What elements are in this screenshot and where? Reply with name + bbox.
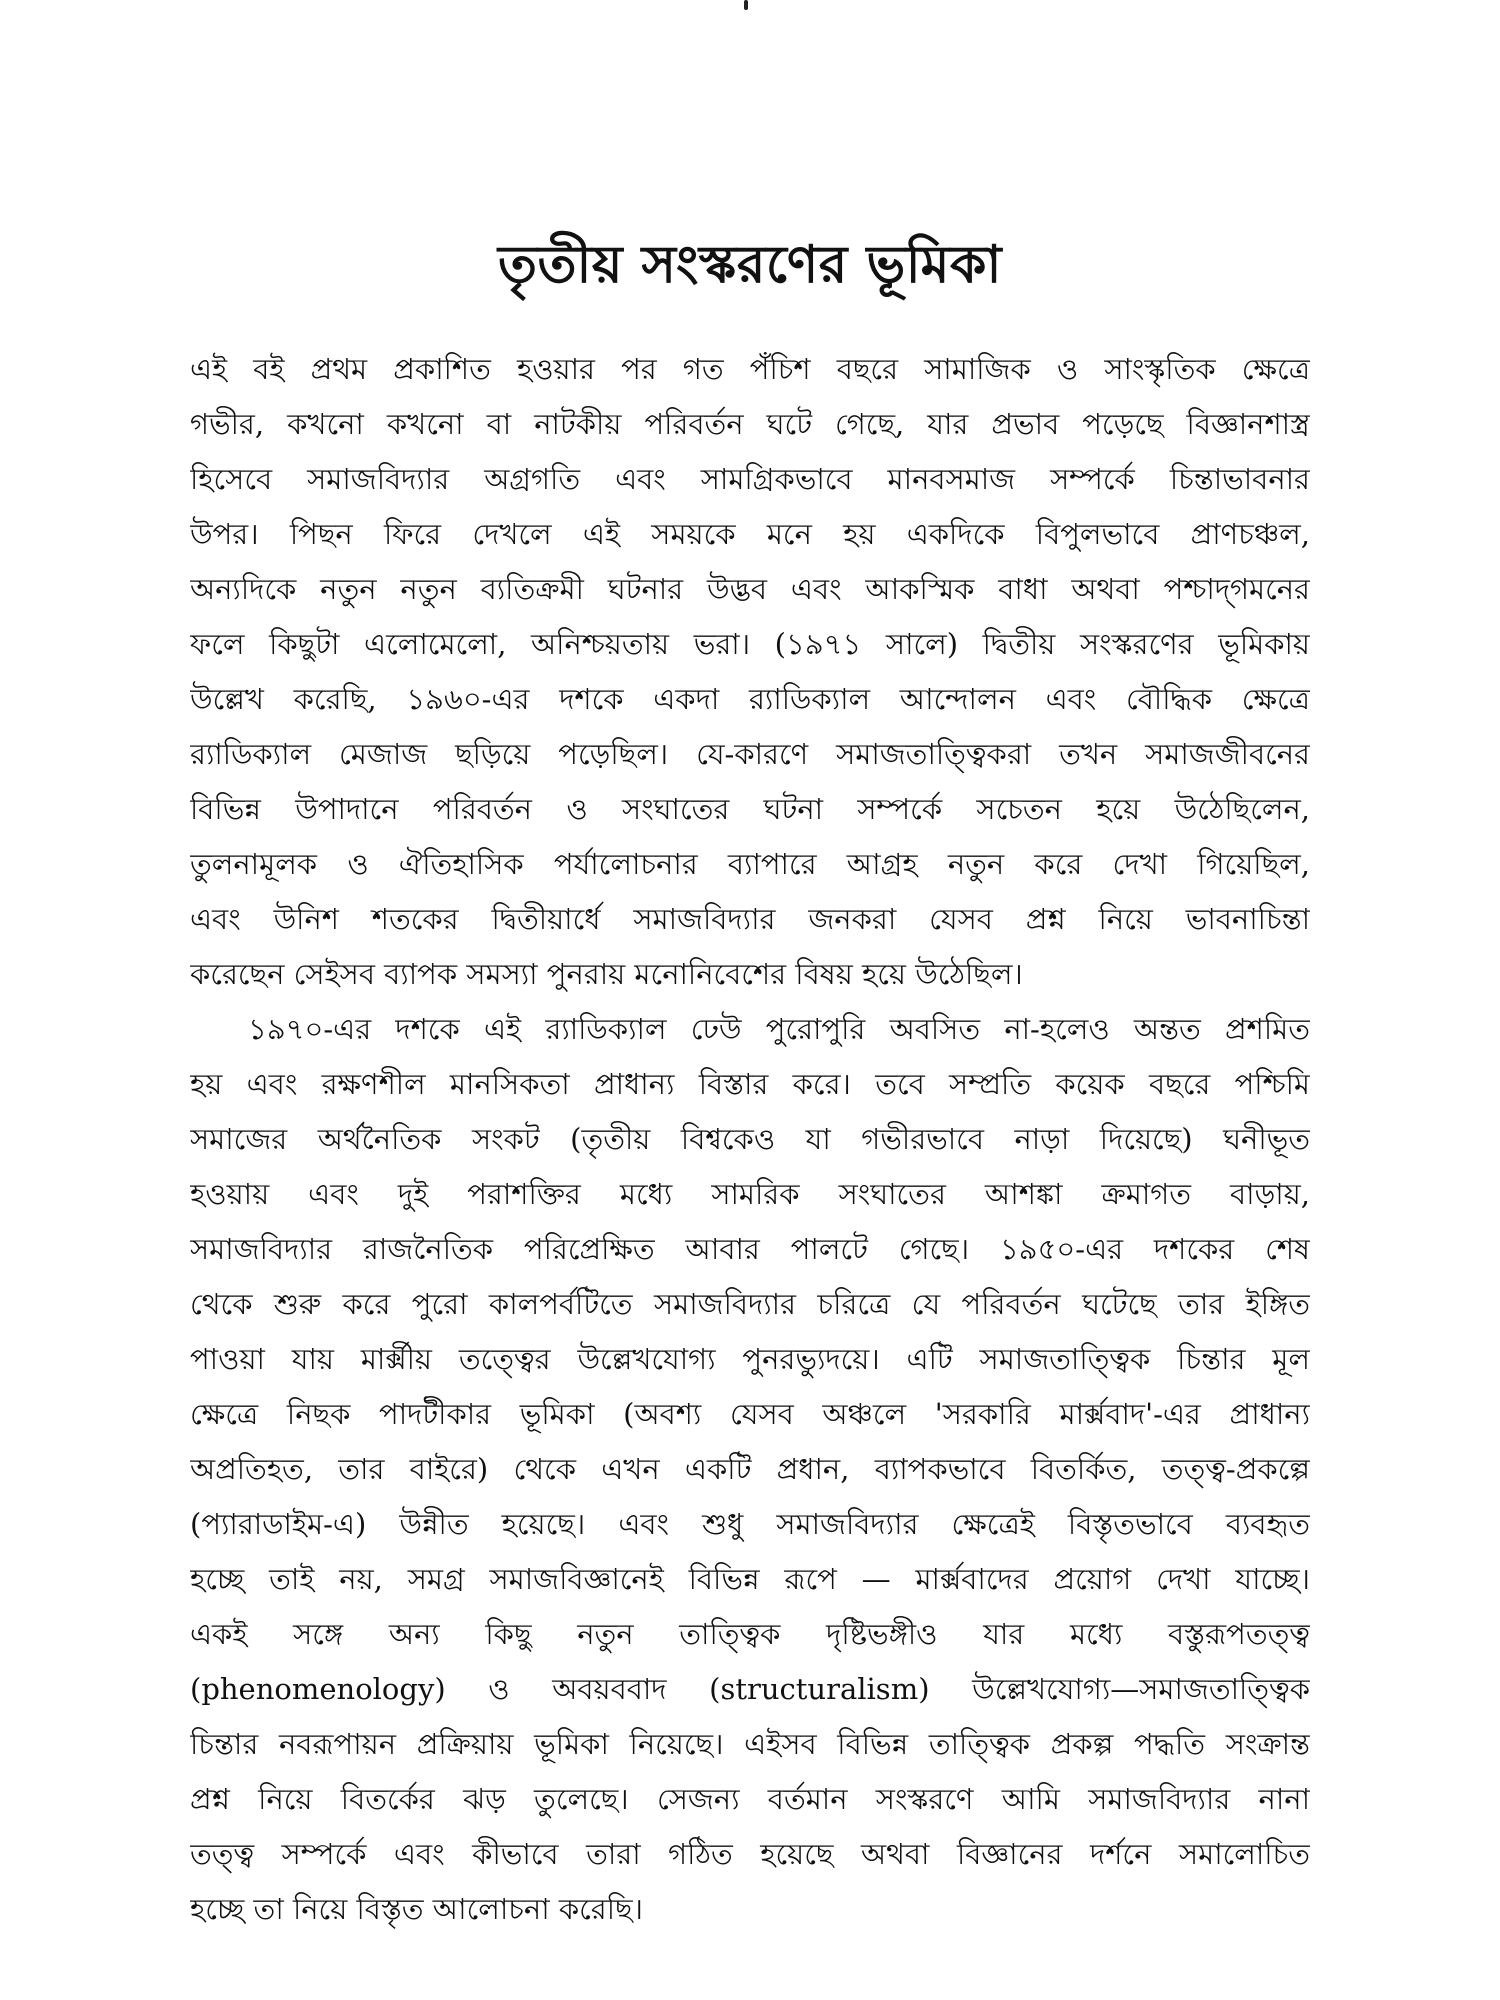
text-line: তত্ত্ব সম্পর্কে এবং কীভাবে তারা গঠিত হয়েছে অথবা বিজ্ঞানের দর্শনে সমালোচিত	[190, 1837, 1310, 1871]
paragraph-2	[190, 1002, 1310, 1937]
text-line: উল্লেখ করেছি, ১৯৬০-এর দশকে একদা র‍্যাডিক্যাল আন্দোলন এবং বৌদ্ধিক ক্ষেত্রে	[190, 682, 1310, 716]
text-line: চিন্তার নবরূপায়ন প্রক্রিয়ায় ভূমিকা নিয়েছে। এইসব বিভিন্ন তাত্ত্বিক প্রকল্প পদ্ধতি সংক্রান্ত	[190, 1727, 1310, 1761]
paragraph-1	[190, 342, 1310, 1002]
text-line: হওয়ায় এবং দুই পরাশক্তির মধ্যে সামরিক সংঘাতের আশঙ্কা ক্রমাগত বাড়ায়,	[190, 1177, 1310, 1211]
text-line: ক্ষেত্রে নিছক পাদটীকার ভূমিকা (অবশ্য যেসব অঞ্চলে 'সরকারি মার্ক্সবাদ'-এর প্রাধান্য	[190, 1397, 1310, 1431]
text-line: প্রশ্ন নিয়ে বিতর্কের ঝড় তুলেছে। সেজন্য বর্তমান সংস্করণে আমি সমাজবিদ্যার নানা	[190, 1782, 1310, 1816]
text-line: অন্যদিকে নতুন নতুন ব্যতিক্রমী ঘটনার উদ্ভব এবং আকস্মিক বাধা অথবা পশ্চাদ্‌গমনের	[190, 572, 1310, 606]
text-line: উপর। পিছন ফিরে দেখলে এই সময়কে মনে হয় একদিকে বিপুলভাবে প্রাণচঞ্চল,	[190, 517, 1310, 551]
page-title: তৃতীয় সংস্করণের ভূমিকা	[498, 233, 1002, 295]
text-line: করেছেন সেইসব ব্যাপক সমস্যা পুনরায় মনোনিবেশের বিষয় হয়ে উঠেছিল।	[190, 957, 1023, 991]
text-line: এবং উনিশ শতকের দ্বিতীয়ার্ধে সমাজবিদ্যার জনকরা যেসব প্রশ্ন নিয়ে ভাবনাচিন্তা	[190, 902, 1310, 936]
text-line: এই বই প্রথম প্রকাশিত হওয়ার পর গত পঁচিশ বছরে সামাজিক ও সাংস্কৃতিক ক্ষেত্রে	[190, 352, 1310, 386]
text-line: তুলনামূলক ও ঐতিহাসিক পর্যালোচনার ব্যাপারে আগ্রহ নতুন করে দেখা গিয়েছিল,	[190, 847, 1310, 881]
text-line: (প্যারাডাইম-এ) উন্নীত হয়েছে। এবং শুধু সমাজবিদ্যার ক্ষেত্রেই বিস্তৃতভাবে ব্যবহৃত	[190, 1507, 1310, 1541]
text-line: ফলে কিছুটা এলোমেলো, অনিশ্চয়তায় ভরা। (১৯৭১ সালে) দ্বিতীয় সংস্করণের ভূমিকায়	[190, 627, 1310, 661]
text-line: সমাজের অর্থনৈতিক সংকট (তৃতীয় বিশ্বকেও যা গভীরভাবে নাড়া দিয়েছে) ঘনীভূত	[190, 1122, 1310, 1156]
text-line: অপ্রতিহত, তার বাইরে) থেকে এখন একটি প্রধান, ব্যাপকভাবে বিতর্কিত, তত্ত্ব-প্রকল্পে	[190, 1452, 1310, 1486]
page-body	[190, 342, 1310, 1937]
text-line: হিসেবে সমাজবিদ্যার অগ্রগতি এবং সামগ্রিকভাবে মানবসমাজ সম্পর্কে চিন্তাভাবনার	[190, 462, 1310, 496]
text-line: একই সঙ্গে অন্য কিছু নতুন তাত্ত্বিক দৃষ্টিভঙ্গীও যার মধ্যে বস্তুরূপতত্ত্ব	[190, 1617, 1310, 1651]
text-line: হয় এবং রক্ষণশীল মানসিকতা প্রাধান্য বিস্তার করে। তবে সম্প্রতি কয়েক বছরে পশ্চিমি	[190, 1067, 1310, 1101]
text-line: (phenomenology) ও অবয়ববাদ (structuralism) উল্লেখযোগ্য—সমাজতাত্ত্বিক	[190, 1672, 1310, 1706]
text-line: ১৯৭০-এর দশকে এই র‍্যাডিক্যাল ঢেউ পুরোপুরি অবসিত না-হলেও অন্তত প্রশমিত	[248, 1012, 1310, 1046]
text-line: র‍্যাডিক্যাল মেজাজ ছড়িয়ে পড়েছিল। যে-কারণে সমাজতাত্ত্বিকরা তখন সমাজজীবনের	[190, 737, 1310, 771]
text-line: বিভিন্ন উপাদানে পরিবর্তন ও সংঘাতের ঘটনা সম্পর্কে সচেতন হয়ে উঠেছিলেন,	[190, 792, 1310, 826]
page-edge-mark	[744, 0, 748, 10]
text-line: হচ্ছে তাই নয়, সমগ্র সমাজবিজ্ঞানেই বিভিন্ন রূপে — মার্ক্সবাদের প্রয়োগ দেখা যাচ্ছে।	[190, 1562, 1310, 1596]
text-line: হচ্ছে তা নিয়ে বিস্তৃত আলোচনা করেছি।	[190, 1892, 643, 1926]
text-line: গভীর, কখনো কখনো বা নাটকীয় পরিবর্তন ঘটে গেছে, যার প্রভাব পড়েছে বিজ্ঞানশাস্ত্র	[190, 407, 1310, 441]
text-line: সমাজবিদ্যার রাজনৈতিক পরিপ্রেক্ষিত আবার পালটে গেছে। ১৯৫০-এর দশকের শেষ	[190, 1232, 1310, 1266]
text-line: থেকে শুরু করে পুরো কালপর্বটিতে সমাজবিদ্যার চরিত্রে যে পরিবর্তন ঘটেছে তার ইঙ্গিত	[190, 1287, 1310, 1321]
text-line: পাওয়া যায় মার্ক্সীয় তত্ত্বের উল্লেখযোগ্য পুনরভ্যুদয়ে। এটি সমাজতাত্ত্বিক চিন্তার মূল	[190, 1342, 1310, 1376]
